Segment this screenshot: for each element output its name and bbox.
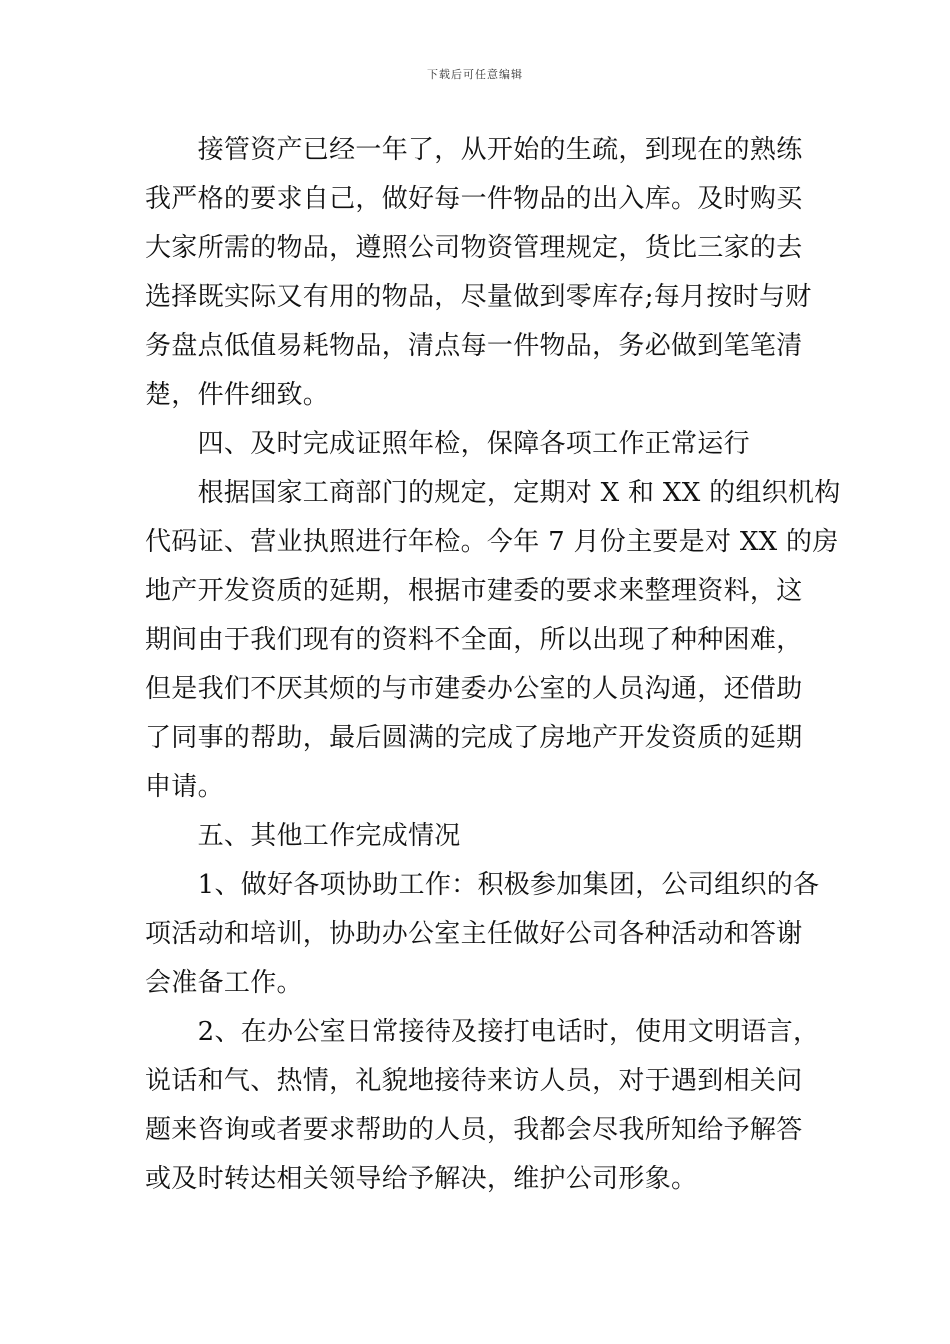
text-line: 申请。 xyxy=(145,772,224,802)
text-line: 了同事的帮助，最后圆满的完成了房地产开发资质的延期 xyxy=(145,723,803,753)
text-line: 接管资产已经一年了，从开始的生疏，到现在的熟练 xyxy=(145,135,803,165)
text-line: 或及时转达相关领导给予解决，维护公司形象。 xyxy=(145,1164,698,1194)
section-heading: 五、其他工作完成情况 xyxy=(145,821,461,851)
text-line: 会准备工作。 xyxy=(145,968,303,998)
text-line: 期间由于我们现有的资料不全面，所以出现了种种困难， xyxy=(145,625,803,655)
text-line: 务盘点低值易耗物品，清点每一件物品，务必做到笔笔清 xyxy=(145,331,803,361)
section-heading: 四、及时完成证照年检，保障各项工作正常运行 xyxy=(145,429,750,459)
text-line: 题来咨询或者要求帮助的人员，我都会尽我所知给予解答 xyxy=(145,1115,803,1145)
text-line: 但是我们不厌其烦的与市建委办公室的人员沟通，还借助 xyxy=(145,674,803,704)
text-line: 根据国家工商部门的规定，定期对 X 和 XX 的组织机构 xyxy=(145,478,841,508)
document-body xyxy=(145,126,841,1204)
text-line: 楚，件件细致。 xyxy=(145,380,330,410)
text-line: 项活动和培训，协助办公室主任做好公司各种活动和答谢 xyxy=(145,919,803,949)
text-line: 2、在办公室日常接待及接打电话时，使用文明语言， xyxy=(145,1017,820,1047)
text-line: 地产开发资质的延期，根据市建委的要求来整理资料，这 xyxy=(145,576,803,606)
text-line: 我严格的要求自己，做好每一件物品的出入库。及时购买 xyxy=(145,184,803,214)
text-line: 说话和气、热情，礼貌地接待来访人员，对于遇到相关问 xyxy=(145,1066,803,1096)
header-note: 下载后可任意编辑 xyxy=(427,68,523,81)
text-line: 代码证、营业执照进行年检。今年 7 月份主要是对 XX 的房 xyxy=(145,527,839,557)
text-line: 选择既实际又有用的物品，尽量做到零库存;每月按时与财 xyxy=(145,282,812,312)
text-line: 大家所需的物品，遵照公司物资管理规定，货比三家的去 xyxy=(145,233,803,263)
text-line: 1、做好各项协助工作：积极参加集团，公司组织的各 xyxy=(145,870,820,900)
